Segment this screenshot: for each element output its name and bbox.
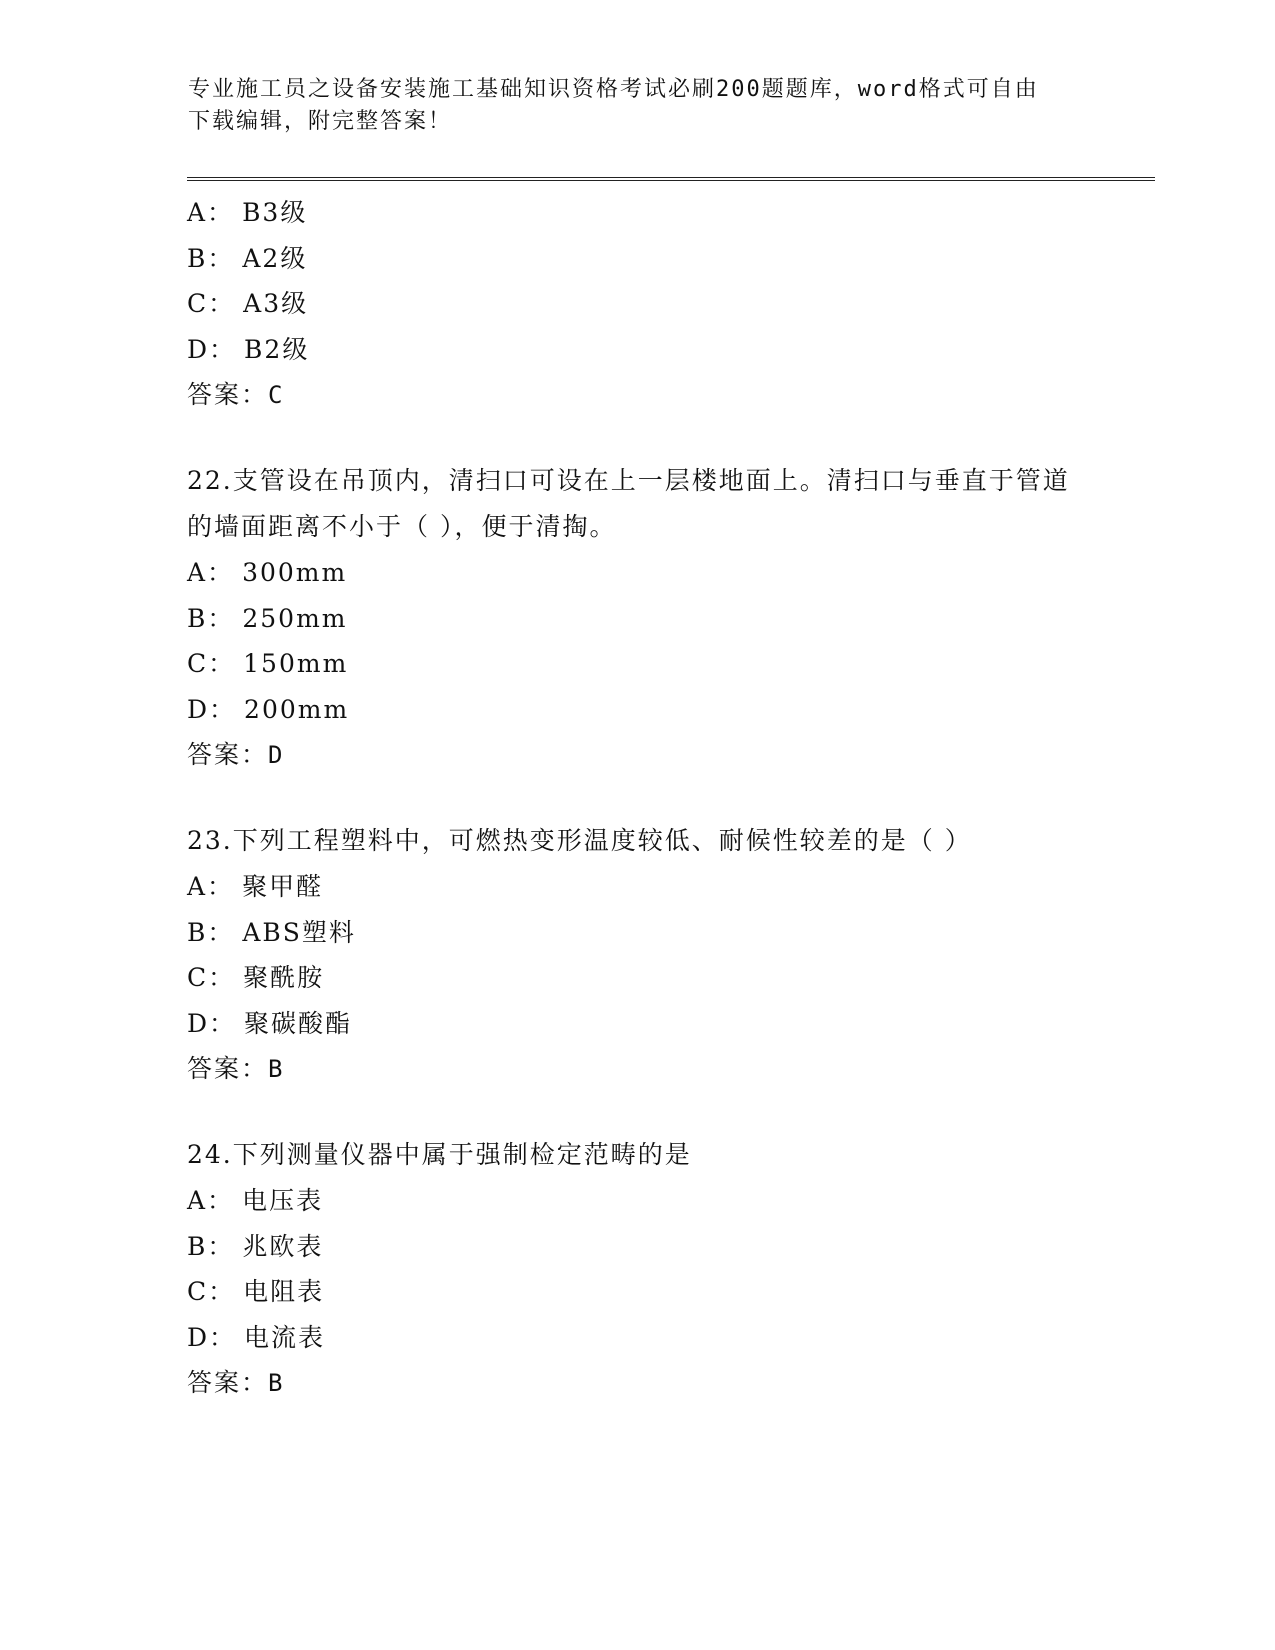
- header-line-1: 专业施工员之设备安装施工基础知识资格考试必刷200题题库，word格式可自由: [188, 77, 1039, 102]
- question-list: [187, 190, 1087, 1446]
- option-key: C：: [187, 289, 236, 318]
- option-d: [187, 1315, 1087, 1361]
- option-d: [187, 327, 1087, 373]
- option-key: A：: [187, 198, 235, 227]
- question-block: [187, 1132, 1087, 1406]
- answer-value: B: [268, 1369, 285, 1397]
- option-key: D：: [187, 694, 237, 724]
- option-text: A2级: [242, 243, 308, 273]
- option-a: [187, 1178, 1087, 1224]
- option-d: [187, 687, 1087, 733]
- option-a: [187, 550, 1087, 596]
- option-key: C：: [187, 649, 236, 678]
- header-divider: [187, 177, 1155, 181]
- option-c: [187, 955, 1087, 1001]
- option-a: [187, 864, 1087, 910]
- option-b: [187, 910, 1087, 956]
- option-key: C：: [187, 1277, 236, 1306]
- question-block: [187, 190, 1087, 418]
- option-d: [187, 1001, 1087, 1047]
- option-c: [187, 641, 1087, 687]
- answer-label: 答案：: [187, 740, 269, 769]
- option-key: A：: [187, 1186, 235, 1215]
- answer-line: [187, 1360, 1087, 1406]
- option-key: C：: [187, 963, 236, 992]
- option-a: [187, 190, 1087, 236]
- answer-value: D: [268, 741, 285, 769]
- header-line-2: 下载编辑，附完整答案！: [188, 109, 453, 134]
- question-text: 23.下列工程塑料中，可燃热变形温度较低、耐候性较差的是（ ）: [187, 826, 972, 855]
- option-c: [187, 281, 1087, 327]
- option-text: 聚碳酸酯: [244, 1008, 353, 1038]
- document-header: [188, 74, 1088, 138]
- option-key: B：: [187, 917, 235, 947]
- option-text: 200mm: [244, 694, 350, 724]
- option-text: 电流表: [244, 1322, 326, 1352]
- question-block: [187, 818, 1087, 1092]
- option-b: [187, 236, 1087, 282]
- answer-line: [187, 1046, 1087, 1092]
- option-text: A3级: [243, 289, 309, 318]
- answer-label: 答案：: [187, 1054, 269, 1083]
- answer-line: [187, 372, 1087, 418]
- option-text: 电压表: [242, 1186, 324, 1215]
- option-key: B：: [187, 603, 235, 633]
- answer-label: 答案：: [187, 380, 269, 409]
- option-c: [187, 1269, 1087, 1315]
- question-text: 22.支管设在吊顶内，清扫口可设在上一层楼地面上。清扫口与垂直于管道的墙面距离不小于（ ），便于清掏。: [187, 466, 1070, 541]
- answer-line: [187, 732, 1087, 778]
- option-b: [187, 596, 1087, 642]
- option-text: B2级: [244, 334, 310, 364]
- answer-label: 答案：: [187, 1368, 269, 1397]
- option-text: B3级: [242, 198, 308, 227]
- option-text: 150mm: [243, 649, 349, 678]
- option-key: A：: [187, 872, 235, 901]
- option-text: 电阻表: [243, 1277, 325, 1306]
- option-text: ABS塑料: [242, 917, 356, 947]
- option-key: B：: [187, 1231, 235, 1261]
- option-key: B：: [187, 243, 235, 273]
- question-block: [187, 458, 1087, 778]
- option-text: 聚甲醛: [242, 872, 324, 901]
- option-b: [187, 1224, 1087, 1270]
- option-key: A：: [187, 558, 235, 587]
- option-key: D：: [187, 334, 237, 364]
- answer-value: C: [268, 381, 285, 409]
- question-text: 24.下列测量仪器中属于强制检定范畴的是: [187, 1140, 692, 1169]
- option-key: D：: [187, 1322, 237, 1352]
- option-key: D：: [187, 1008, 237, 1038]
- option-text: 兆欧表: [242, 1231, 324, 1261]
- option-text: 聚酰胺: [243, 963, 325, 992]
- option-text: 250mm: [242, 603, 348, 633]
- answer-value: B: [268, 1055, 285, 1083]
- option-text: 300mm: [242, 558, 348, 587]
